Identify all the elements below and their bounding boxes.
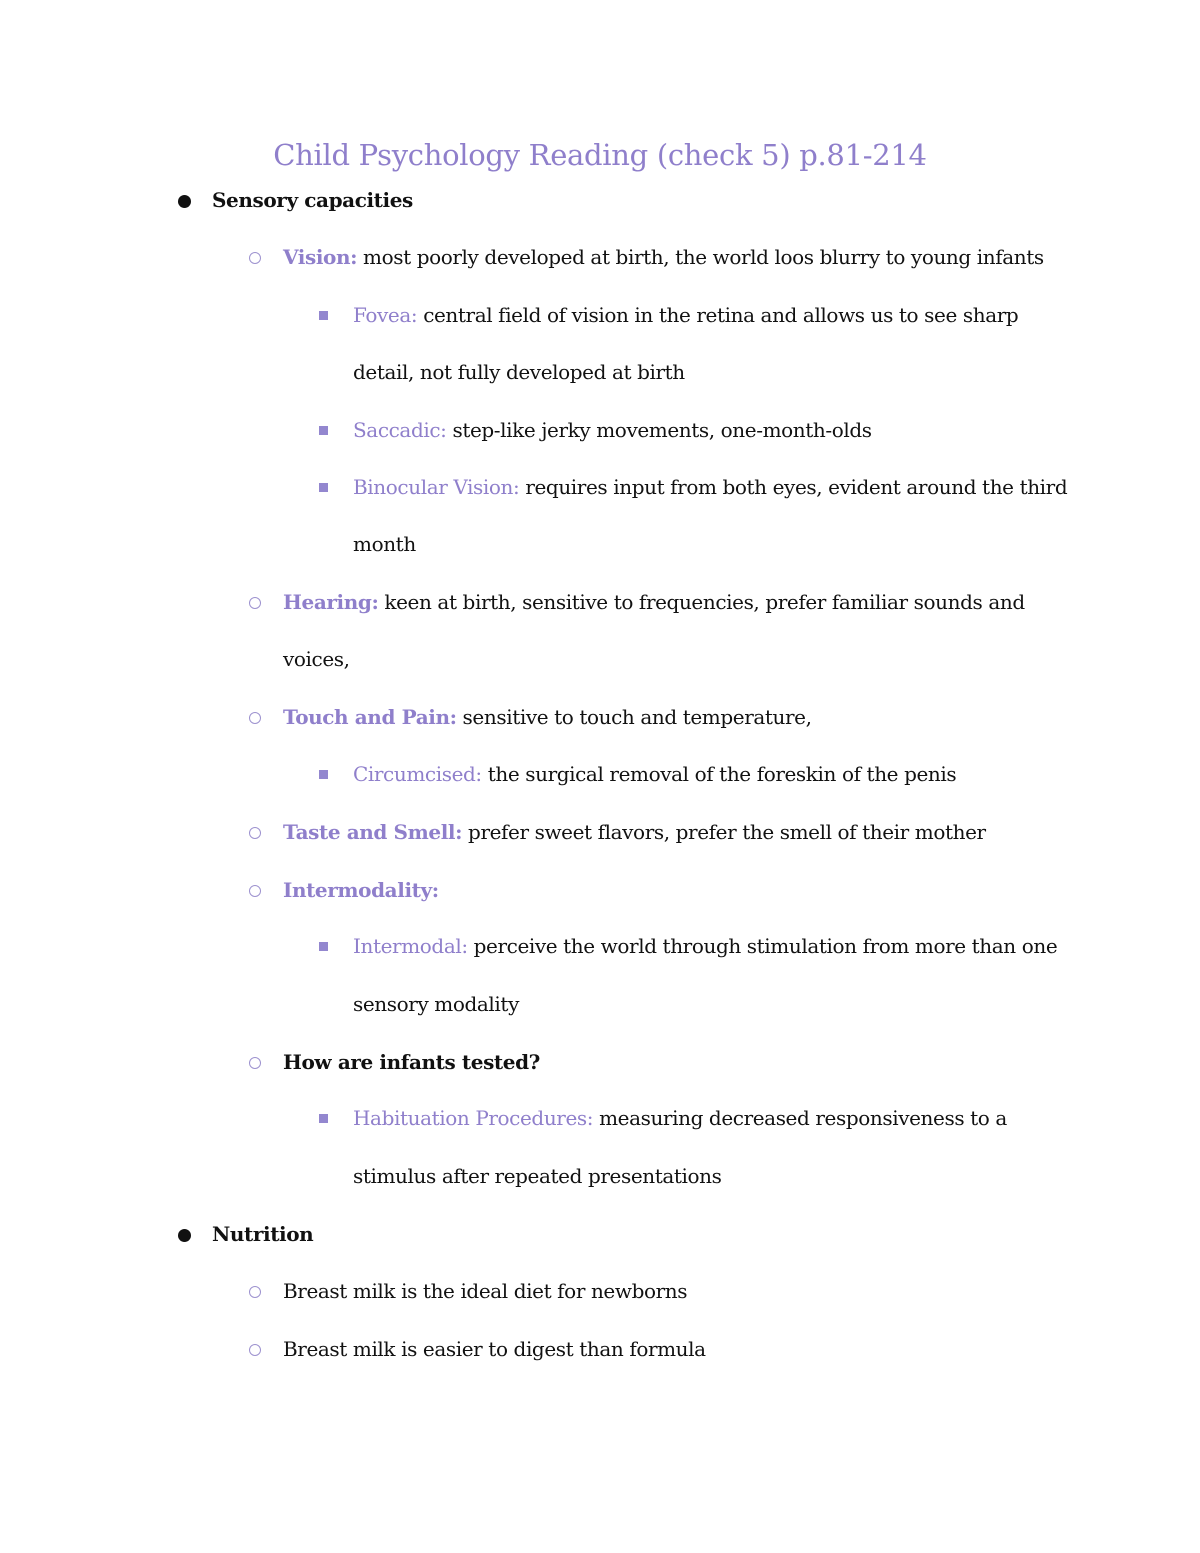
list-item	[353, 301, 1018, 329]
list-item	[353, 760, 956, 788]
list-item	[353, 473, 1067, 501]
item-continuation: stimulus after repeated presentations	[353, 1164, 722, 1188]
list-item	[283, 588, 1025, 616]
term: Fovea:	[353, 303, 418, 327]
bullet-disc-icon	[178, 195, 191, 208]
item-text: measuring decreased responsiveness to a	[593, 1106, 1007, 1130]
section-heading: Nutrition	[212, 1222, 314, 1246]
item-continuation: month	[353, 532, 416, 556]
bullet-circle-icon	[249, 252, 261, 264]
bullet-square-icon	[319, 942, 328, 951]
bullet-circle-icon	[249, 1286, 261, 1298]
term: Habituation Procedures:	[353, 1106, 594, 1130]
list-item-question: How are infants tested?	[283, 1050, 540, 1074]
term: Binocular Vision:	[353, 475, 520, 499]
term: Hearing:	[283, 590, 379, 614]
list-item	[283, 243, 1044, 271]
list-item	[353, 932, 1057, 960]
item-text: perceive the world through stimulation from more than one	[467, 934, 1058, 958]
bullet-circle-icon	[249, 712, 261, 724]
term: Touch and Pain:	[283, 705, 457, 729]
bullet-square-icon	[319, 311, 328, 320]
list-item	[283, 703, 812, 731]
term: Taste and Smell:	[283, 820, 463, 844]
item-continuation: sensory modality	[353, 992, 519, 1016]
term: Vision:	[283, 245, 358, 269]
list-item: Breast milk is the ideal diet for newborns	[283, 1279, 688, 1303]
term: Intermodal:	[353, 934, 468, 958]
item-continuation: voices,	[283, 647, 350, 671]
item-text: keen at birth, sensitive to frequencies, prefer familiar sounds and	[378, 590, 1025, 614]
item-text: the surgical removal of the foreskin of the penis	[481, 762, 957, 786]
bullet-circle-icon	[249, 827, 261, 839]
item-text: most poorly developed at birth, the world loos blurry to young infants	[357, 245, 1044, 269]
bullet-square-icon	[319, 483, 328, 492]
term: Circumcised:	[353, 762, 482, 786]
list-item	[353, 416, 872, 444]
item-text: step-like jerky movements, one-month-olds	[446, 418, 872, 442]
list-item	[283, 818, 986, 846]
list-item	[353, 1104, 1007, 1132]
term: Intermodality:	[283, 878, 439, 902]
bullet-square-icon	[319, 770, 328, 779]
list-item	[283, 876, 439, 904]
item-text: requires input from both eyes, evident around the third	[519, 475, 1068, 499]
item-continuation: detail, not fully developed at birth	[353, 360, 685, 384]
document-title: Child Psychology Reading (check 5) p.81-214	[273, 138, 927, 172]
bullet-circle-icon	[249, 597, 261, 609]
term: Saccadic:	[353, 418, 447, 442]
bullet-circle-icon	[249, 1344, 261, 1356]
bullet-disc-icon	[178, 1229, 191, 1242]
item-text: sensitive to touch and temperature,	[456, 705, 812, 729]
bullet-square-icon	[319, 1114, 328, 1123]
bullet-circle-icon	[249, 1057, 261, 1069]
bullet-square-icon	[319, 426, 328, 435]
list-item: Breast milk is easier to digest than formula	[283, 1337, 706, 1361]
item-text: central field of vision in the retina and allows us to see sharp	[417, 303, 1019, 327]
bullet-circle-icon	[249, 885, 261, 897]
item-text: prefer sweet flavors, prefer the smell of their mother	[462, 820, 986, 844]
section-heading: Sensory capacities	[212, 188, 413, 212]
